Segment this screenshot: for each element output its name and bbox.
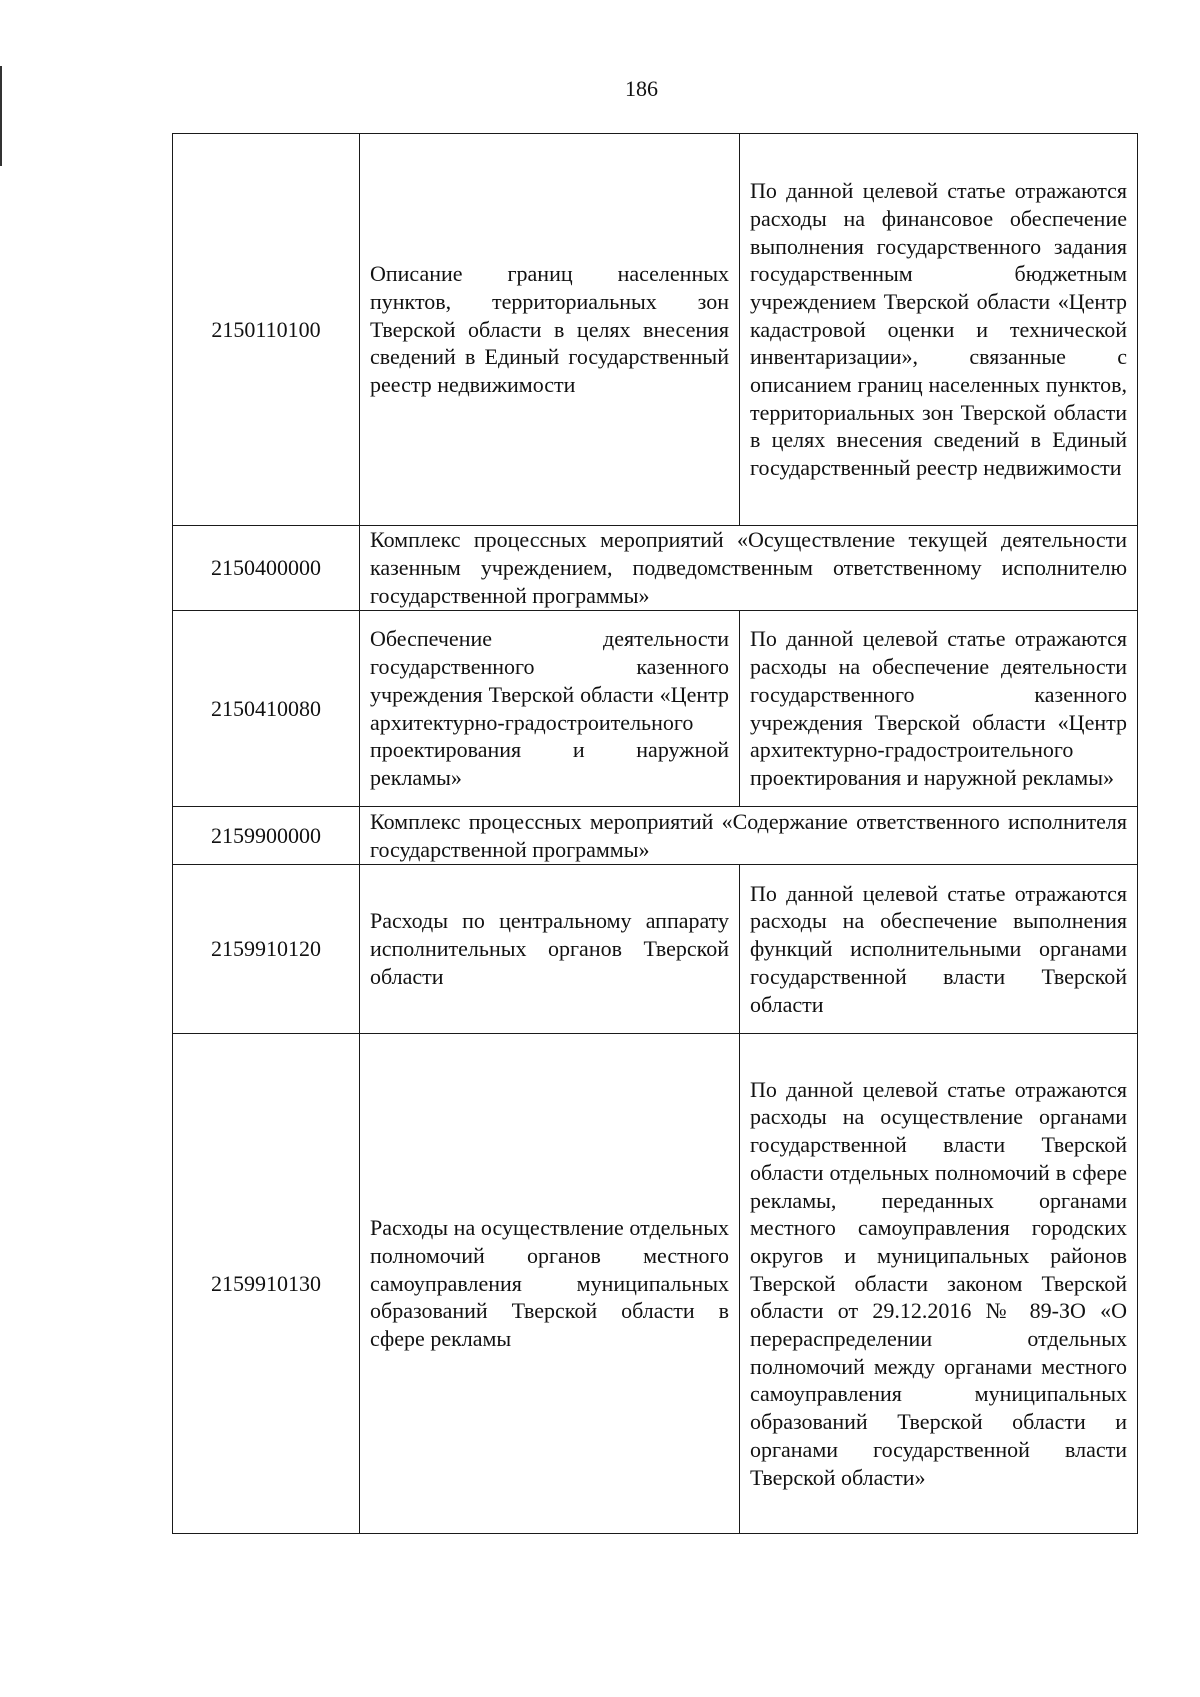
expense-description-cell: По данной целевой статье отражаются расходы на обеспечение выполнения функций исполнительными органами государственной власти Тверской области	[740, 865, 1138, 1034]
table-row	[173, 807, 1138, 865]
expense-name-cell: Расходы по центральному аппарату исполнительных органов Тверской области	[360, 865, 740, 1034]
target-code-cell: 2150110100	[173, 134, 360, 526]
program-complex-cell: Комплекс процессных мероприятий «Осуществление текущей деятельности казенным учреждением, подведомственным ответственному исполнителю государственной программы»	[360, 526, 1138, 611]
expense-name-cell: Расходы на осуществление отдельных полномочий органов местного самоуправления муниципальных образований Тверской области в сфере рекламы	[360, 1034, 740, 1534]
target-code-cell: 2150410080	[173, 611, 360, 807]
target-code-cell: 2159900000	[173, 807, 360, 865]
program-complex-cell: Комплекс процессных мероприятий «Содержание ответственного исполнителя государственной программы»	[360, 807, 1138, 865]
table-row	[173, 1034, 1138, 1534]
target-code-cell: 2150400000	[173, 526, 360, 611]
table-row	[173, 134, 1138, 526]
expense-description-cell: По данной целевой статье отражаются расходы на обеспечение деятельности государственного казенного учреждения Тверской области «Центр архитектурно-градостроительного проектирования и наружной рекламы»	[740, 611, 1138, 807]
table-row	[173, 526, 1138, 611]
expense-description-cell: По данной целевой статье отражаются расходы на финансовое обеспечение выполнения государственного задания государственным бюджетным учреждением Тверской области «Центр кадастровой оценки и технической инвентаризации», связанные с описанием границ населенных пунктов, территориальных зон Тверской области в целях внесения сведений в Единый государственный реестр недвижимости	[740, 134, 1138, 526]
expense-name-cell: Описание границ населенных пунктов, территориальных зон Тверской области в целях внесения сведений в Единый государственный реестр недвижимости	[360, 134, 740, 526]
target-code-cell: 2159910130	[173, 1034, 360, 1534]
expense-name-cell: Обеспечение деятельности государственного казенного учреждения Тверской области «Центр архитектурно-градостроительного проектирования и наружной рекламы»	[360, 611, 740, 807]
page-number: 186	[625, 76, 658, 101]
target-code-cell: 2159910120	[173, 865, 360, 1034]
table-row	[173, 611, 1138, 807]
expense-description-cell: По данной целевой статье отражаются расходы на осуществление органами государственной власти Тверской области отдельных полномочий в сфере рекламы, переданных органами местного самоуправления городских округов и муниципальных районов Тверской области законом Тверской области от 29.12.2016 № 89-ЗО «О перераспределении отдельных полномочий между органами местного самоуправления муниципальных образований Тверской области и органами государственной власти Тверской области»	[740, 1034, 1138, 1534]
table-row	[173, 865, 1138, 1034]
budget-code-table	[172, 133, 1138, 1534]
